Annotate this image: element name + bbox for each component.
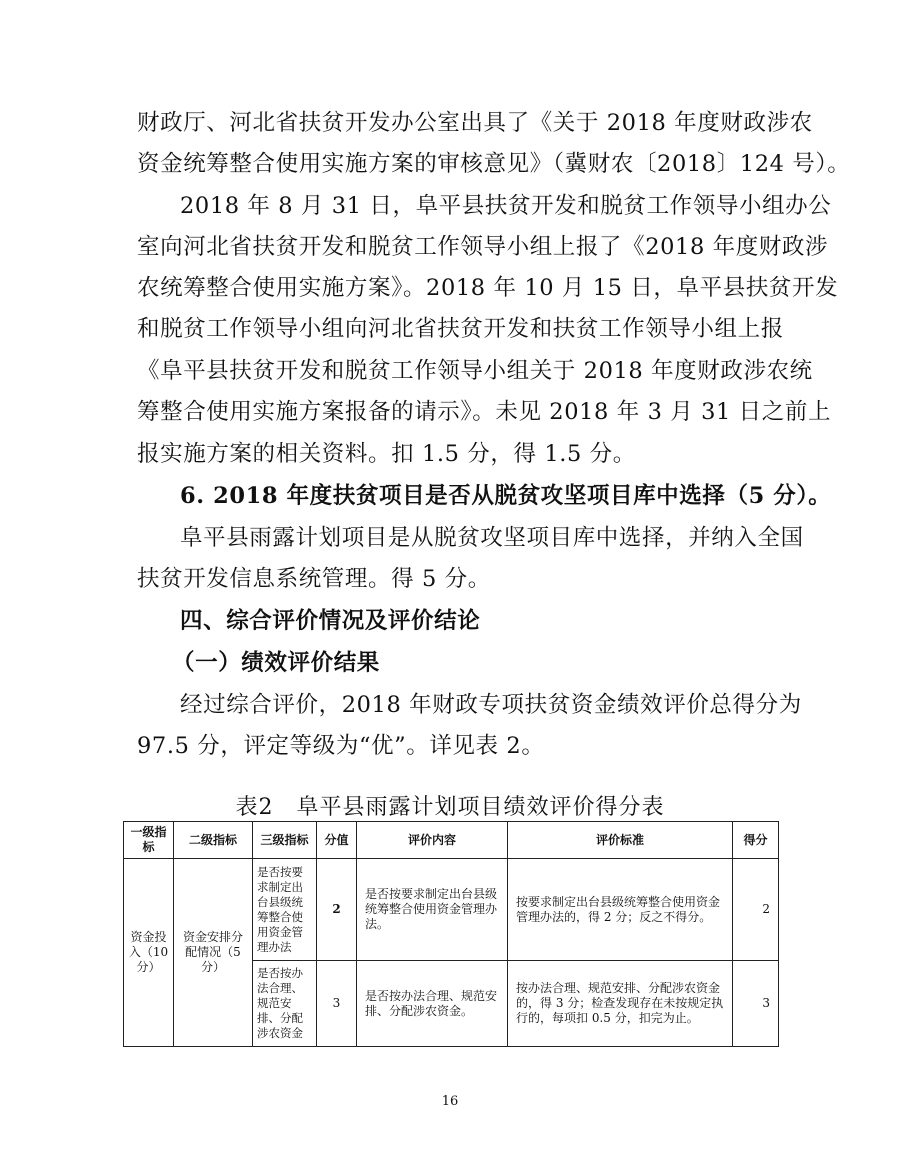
paragraph-line: 扶贫开发信息系统管理。得 5 分。 <box>137 566 491 592</box>
cell-weight: 3 <box>317 961 357 1047</box>
header-standard: 评价标准 <box>508 822 733 859</box>
cell-content: 是否按要求制定出台县级统筹整合使用资金管理办法。 <box>357 859 508 961</box>
paragraph-line: 和脱贫工作领导小组向河北省扶贫开发和扶贫工作领导小组上报 <box>137 316 784 342</box>
header-score: 得分 <box>733 822 779 859</box>
paragraph-line: 农统筹整合使用实施方案》。2018 年 10 月 15 日，阜平县扶贫开发 <box>137 275 839 301</box>
paragraph-line: 经过综合评价，2018 年财政专项扶贫资金绩效评价总得分为 <box>180 692 802 718</box>
cell-weight: 2 <box>317 859 357 961</box>
cell-level1: 资金投入（10 分） <box>124 859 174 1047</box>
paragraph-line: 报实施方案的相关资料。扣 1.5 分，得 1.5 分。 <box>137 441 636 467</box>
cell-standard: 按要求制定出台县级统筹整合使用资金管理办法的，得 2 分；反之不得分。 <box>508 859 733 961</box>
chapter-heading: 四、综合评价情况及评价结论 <box>180 608 481 634</box>
table-caption: 表2 阜平县雨露计划项目绩效评价得分表 <box>235 795 665 820</box>
paragraph-line: 97.5 分，评定等级为“优”。详见表 2。 <box>137 733 545 759</box>
paragraph-line: 财政厅、河北省扶贫开发办公室出具了《关于 2018 年度财政涉农 <box>137 110 813 136</box>
header-content: 评价内容 <box>357 822 508 859</box>
cell-content: 是否按办法合理、规范安排、分配涉农资金。 <box>357 961 508 1047</box>
cell-standard: 按办法合理、规范安排、分配涉农资金的，得 3 分；检查发现存在未按规定执行的，每项扣 0.5 分，扣完为止。 <box>508 961 733 1047</box>
cell-score: 3 <box>733 961 779 1047</box>
cell-score: 2 <box>733 859 779 961</box>
section-heading-6: 6. 2018 年度扶贫项目是否从脱贫攻坚项目库中选择（5 分）。 <box>180 483 832 509</box>
paragraph-line: 2018 年 8 月 31 日，阜平县扶贫开发和脱贫工作领导小组办公 <box>180 193 832 219</box>
cell-level2: 资金安排分配情况（5 分） <box>174 859 253 1047</box>
paragraph-line: 《阜平县扶贫开发和脱贫工作领导小组关于 2018 年度财政涉农统 <box>137 358 813 384</box>
header-level2: 二级指标 <box>174 822 253 859</box>
paragraph-line: 阜平县雨露计划项目是从脱贫攻坚项目库中选择，并纳入全国 <box>180 525 804 551</box>
table-row <box>124 859 779 961</box>
paragraph-line: 筹整合使用实施方案报备的请示》。未见 2018 年 3 月 31 日之前上 <box>137 399 832 425</box>
page-number: 16 <box>441 1094 459 1109</box>
paragraph-line: 室向河北省扶贫开发和脱贫工作领导小组上报了《2018 年度财政涉 <box>137 234 829 260</box>
header-weight: 分值 <box>317 822 357 859</box>
table-header-row <box>124 822 779 859</box>
cell-level3: 是否按要求制定出台县级统筹整合使用资金管理办法 <box>253 859 317 961</box>
subsection-heading: （一）绩效评价结果 <box>172 650 380 676</box>
header-level1: 一级指标 <box>124 822 174 859</box>
paragraph-line: 资金统筹整合使用实施方案的审核意见》（冀财农〔2018〕124 号）。 <box>137 151 851 177</box>
cell-level3: 是否按办法合理、规范安排、分配涉农资金 <box>253 961 317 1047</box>
score-table <box>123 821 779 1047</box>
header-level3: 三级指标 <box>253 822 317 859</box>
